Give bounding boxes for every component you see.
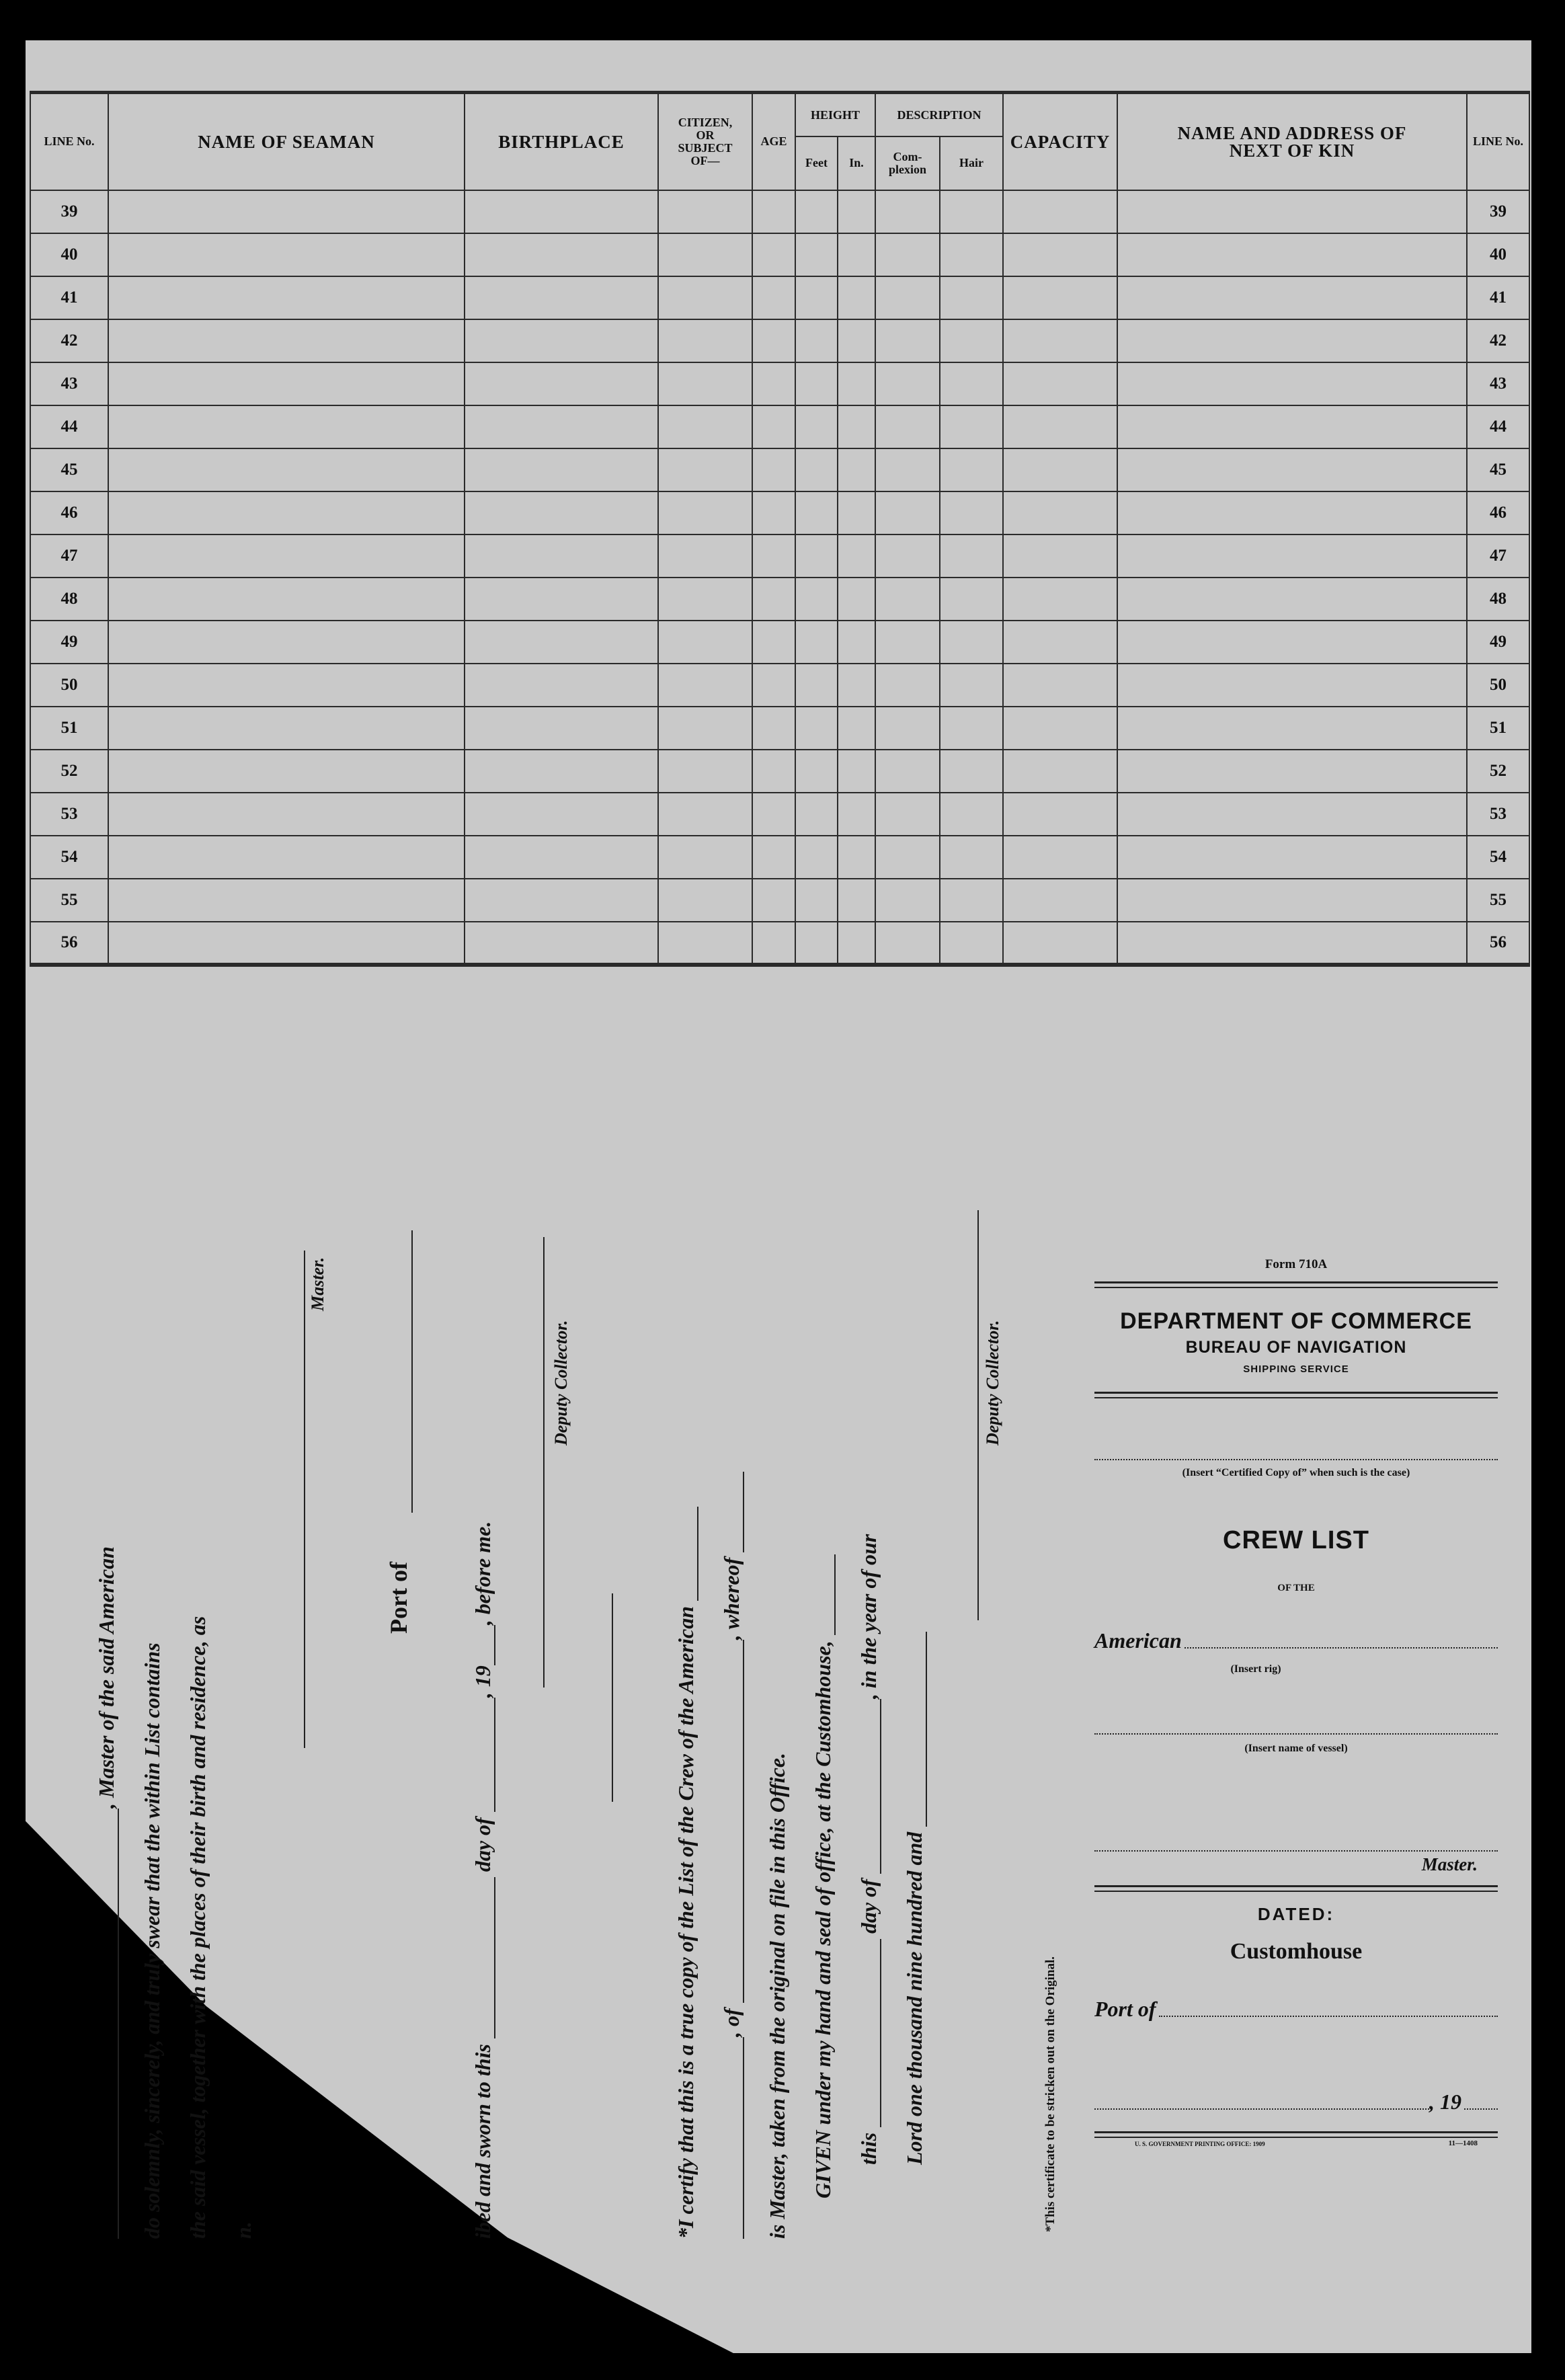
line-number-right: 42 <box>1467 319 1529 362</box>
master-name-blank <box>118 1809 119 2239</box>
table-cell <box>658 879 752 922</box>
table-cell <box>838 491 875 534</box>
table-cell <box>1117 534 1467 578</box>
table-cell <box>658 405 752 448</box>
table-cell <box>940 836 1003 879</box>
table-cell <box>658 664 752 707</box>
certify-line-6: Lord one thousand nine hundred and <box>902 1632 927 2165</box>
bottom-double-rule <box>1094 2131 1498 2138</box>
customhouse-label: Customhouse <box>1230 1939 1363 1964</box>
header-inches: In. <box>838 136 875 190</box>
oath-line-1: , Master of the said American <box>94 1546 119 2239</box>
separator-rule <box>612 1593 613 1802</box>
certified-copy-blank <box>1094 1459 1498 1460</box>
table-cell <box>1117 922 1467 965</box>
table-cell <box>108 233 465 276</box>
table-cell <box>795 879 838 922</box>
table-cell <box>1117 664 1467 707</box>
table-cell <box>465 233 658 276</box>
table-cell <box>752 233 795 276</box>
table-cell <box>940 190 1003 233</box>
table-cell <box>940 233 1003 276</box>
crew-list-table <box>30 91 1530 967</box>
oath-line-4: n. <box>231 2221 255 2239</box>
table-cell <box>875 922 940 965</box>
certify-line-2: , of , whereof <box>719 1472 744 2239</box>
header-age: AGE <box>752 93 795 190</box>
table-cell <box>838 922 875 965</box>
of-the-label: OF THE <box>1277 1583 1315 1593</box>
table-cell <box>465 793 658 836</box>
table-cell <box>752 405 795 448</box>
table-cell <box>658 578 752 621</box>
table-row <box>30 190 1529 233</box>
table-cell <box>1117 621 1467 664</box>
table-cell <box>1003 793 1117 836</box>
table-row <box>30 664 1529 707</box>
table-cell <box>838 578 875 621</box>
table-cell <box>940 578 1003 621</box>
line-number-left: 48 <box>30 578 108 621</box>
table-cell <box>940 793 1003 836</box>
header-line-no-right: LINE No. <box>1467 93 1529 190</box>
table-cell <box>465 448 658 491</box>
table-cell <box>875 534 940 578</box>
line-number-left: 40 <box>30 233 108 276</box>
table-cell <box>465 362 658 405</box>
table-row <box>30 836 1529 879</box>
table-cell <box>838 836 875 879</box>
table-cell <box>1003 922 1117 965</box>
certify-line-3: is Master, taken from the original on file in this Office. <box>765 1752 789 2239</box>
table-cell <box>1003 664 1117 707</box>
crew-rows <box>30 190 1529 965</box>
table-cell <box>1003 621 1117 664</box>
table-cell <box>875 190 940 233</box>
table-cell <box>108 319 465 362</box>
table-cell <box>795 578 838 621</box>
table-cell <box>795 793 838 836</box>
date-field: , 19 <box>1094 2090 1498 2114</box>
table-cell <box>752 276 795 319</box>
table-cell <box>752 664 795 707</box>
line-number-right: 47 <box>1467 534 1529 578</box>
certificate-footnote: *This certificate to be stricken out on the Original. <box>1043 1956 1057 2232</box>
oath-line-3: the said vessel, together with the places of their birth and residence, as <box>186 1616 210 2239</box>
line-number-left: 49 <box>30 621 108 664</box>
table-cell <box>108 534 465 578</box>
table-cell <box>465 190 658 233</box>
line-number-left: 44 <box>30 405 108 448</box>
header-complexion: Com- plexion <box>875 136 940 190</box>
table-row <box>30 750 1529 793</box>
table-cell <box>108 448 465 491</box>
table-cell <box>465 534 658 578</box>
line-number-right: 39 <box>1467 190 1529 233</box>
table-cell <box>838 319 875 362</box>
table-row <box>30 319 1529 362</box>
table-cell <box>752 362 795 405</box>
table-cell <box>658 922 752 965</box>
subscribed-line: ibed and sworn to this day of , 19, before me. <box>471 1521 495 2239</box>
table-cell <box>795 405 838 448</box>
table-cell <box>795 491 838 534</box>
header-feet: Feet <box>795 136 838 190</box>
table-cell <box>752 448 795 491</box>
line-number-right: 40 <box>1467 233 1529 276</box>
american-rig-field: American <box>1094 1628 1498 1653</box>
table-cell <box>465 836 658 879</box>
master-caption: Master. <box>1421 1854 1478 1874</box>
certify-line-1: *I certify that this is a true copy of the List of the Crew of the American <box>674 1507 698 2239</box>
table-cell <box>795 750 838 793</box>
table-row <box>30 793 1529 836</box>
table-cell <box>875 362 940 405</box>
bureau-title: BUREAU OF NAVIGATION <box>1185 1338 1407 1357</box>
table-cell <box>1003 491 1117 534</box>
table-cell <box>658 750 752 793</box>
port-of-field: Port of <box>1094 1997 1498 2022</box>
table-cell <box>940 319 1003 362</box>
line-number-left: 56 <box>30 922 108 965</box>
line-number-right: 55 <box>1467 879 1529 922</box>
printing-office: U. S. GOVERNMENT PRINTING OFFICE: 1909 <box>1135 2141 1265 2147</box>
table-cell <box>795 233 838 276</box>
table-row <box>30 362 1529 405</box>
port-of-label: Port of <box>385 1562 412 1634</box>
table-cell <box>108 922 465 965</box>
table-cell <box>1003 190 1117 233</box>
line-number-right: 54 <box>1467 836 1529 879</box>
line-number-left: 39 <box>30 190 108 233</box>
form-code: 11—1408 <box>1448 2139 1478 2147</box>
vessel-name-hint: (Insert name of vessel) <box>1244 1743 1348 1754</box>
table-cell <box>838 448 875 491</box>
table-row <box>30 233 1529 276</box>
table-cell <box>875 621 940 664</box>
table-cell <box>108 578 465 621</box>
table-cell <box>108 491 465 534</box>
table-row <box>30 879 1529 922</box>
line-number-right: 49 <box>1467 621 1529 664</box>
line-number-left: 41 <box>30 276 108 319</box>
lower-double-rule <box>1094 1885 1498 1892</box>
oath-certificate-block <box>94 1210 1057 2239</box>
line-number-right: 51 <box>1467 707 1529 750</box>
table-cell <box>940 707 1003 750</box>
line-number-right: 44 <box>1467 405 1529 448</box>
table-row <box>30 491 1529 534</box>
table-cell <box>752 750 795 793</box>
table-cell <box>1117 793 1467 836</box>
table-cell <box>1117 233 1467 276</box>
table-cell <box>875 750 940 793</box>
certify-line-4: GIVEN under my hand and seal of office, at the Customhouse, <box>811 1554 836 2198</box>
table-cell <box>1117 405 1467 448</box>
table-cell <box>875 276 940 319</box>
table-cell <box>838 362 875 405</box>
table-cell <box>795 621 838 664</box>
table-cell <box>875 491 940 534</box>
header-line-no-left: LINE No. <box>30 93 108 190</box>
table-cell <box>940 491 1003 534</box>
table-cell <box>658 836 752 879</box>
table-cell <box>838 793 875 836</box>
table-cell <box>1003 405 1117 448</box>
line-number-right: 41 <box>1467 276 1529 319</box>
table-cell <box>838 621 875 664</box>
table-cell <box>838 233 875 276</box>
line-number-left: 45 <box>30 448 108 491</box>
table-cell <box>108 664 465 707</box>
crew-list-title: CREW LIST <box>1223 1526 1369 1554</box>
table-cell <box>108 362 465 405</box>
table-cell <box>465 879 658 922</box>
table-cell <box>1003 578 1117 621</box>
table-cell <box>940 405 1003 448</box>
table-cell <box>1117 491 1467 534</box>
table-cell <box>1117 319 1467 362</box>
table-cell <box>1003 233 1117 276</box>
header-birthplace: BIRTHPLACE <box>465 93 658 190</box>
line-number-left: 54 <box>30 836 108 879</box>
table-cell <box>108 793 465 836</box>
line-number-right: 43 <box>1467 362 1529 405</box>
header-row <box>30 93 1529 137</box>
table-cell <box>108 836 465 879</box>
table-cell <box>795 319 838 362</box>
deputy-collector-signature-line <box>543 1237 545 1688</box>
line-number-right: 53 <box>1467 793 1529 836</box>
table-cell <box>940 879 1003 922</box>
table-cell <box>838 664 875 707</box>
table-cell <box>465 664 658 707</box>
line-number-left: 53 <box>30 793 108 836</box>
header-hair: Hair <box>940 136 1003 190</box>
header-citizen: CITIZEN, OR SUBJECT OF— <box>658 93 752 190</box>
table-cell <box>752 534 795 578</box>
table-cell <box>752 793 795 836</box>
table-cell <box>658 491 752 534</box>
shipping-service: SHIPPING SERVICE <box>1243 1363 1349 1375</box>
table-cell <box>838 707 875 750</box>
table-cell <box>940 362 1003 405</box>
table-cell <box>1117 836 1467 879</box>
table-cell <box>875 233 940 276</box>
deputy-collector-signature-line-2 <box>977 1210 979 1620</box>
table-row <box>30 707 1529 750</box>
header-next-of-kin: NAME AND ADDRESS OF NEXT OF KIN <box>1117 93 1467 190</box>
table-cell <box>465 621 658 664</box>
master-label: Master. <box>308 1257 327 1311</box>
header-description: DESCRIPTION <box>875 93 1003 137</box>
line-number-left: 47 <box>30 534 108 578</box>
table-cell <box>658 448 752 491</box>
deputy-collector-label-2: Deputy Collector. <box>983 1320 1002 1445</box>
line-number-left: 51 <box>30 707 108 750</box>
table-cell <box>940 621 1003 664</box>
table-cell <box>1003 276 1117 319</box>
table-cell <box>658 534 752 578</box>
table-cell <box>108 879 465 922</box>
vessel-name-blank <box>1094 1733 1498 1735</box>
table-cell <box>108 750 465 793</box>
master-name-blank-2 <box>1094 1850 1498 1852</box>
table-cell <box>940 922 1003 965</box>
table-cell <box>1117 879 1467 922</box>
table-cell <box>795 534 838 578</box>
table-cell <box>658 621 752 664</box>
table-cell <box>940 276 1003 319</box>
line-number-left: 46 <box>30 491 108 534</box>
table-cell <box>795 190 838 233</box>
table-cell <box>838 750 875 793</box>
table-cell <box>108 276 465 319</box>
department-title: DEPARTMENT OF COMMERCE <box>1120 1308 1472 1334</box>
table-cell <box>465 491 658 534</box>
table-cell <box>838 276 875 319</box>
line-number-left: 52 <box>30 750 108 793</box>
table-cell <box>940 664 1003 707</box>
table-cell <box>108 405 465 448</box>
table-cell <box>795 707 838 750</box>
table-cell <box>465 319 658 362</box>
table-cell <box>108 190 465 233</box>
table-cell <box>875 448 940 491</box>
table-row <box>30 276 1529 319</box>
insert-rig-hint: (Insert rig) <box>1230 1663 1281 1675</box>
table-cell <box>108 707 465 750</box>
table-cell <box>795 276 838 319</box>
table-cell <box>875 319 940 362</box>
table-cell <box>875 664 940 707</box>
table-row <box>30 578 1529 621</box>
table-row <box>30 922 1529 965</box>
table-cell <box>1003 750 1117 793</box>
table-cell <box>1003 836 1117 879</box>
table-cell <box>1117 707 1467 750</box>
table-cell <box>838 405 875 448</box>
table-cell <box>1003 707 1117 750</box>
table-cell <box>752 190 795 233</box>
table-cell <box>1117 578 1467 621</box>
deputy-collector-label-1: Deputy Collector. <box>551 1320 571 1445</box>
line-number-right: 48 <box>1467 578 1529 621</box>
line-number-right: 56 <box>1467 922 1529 965</box>
table-cell <box>1117 750 1467 793</box>
line-number-right: 45 <box>1467 448 1529 491</box>
table-cell <box>752 319 795 362</box>
table-cell <box>1117 276 1467 319</box>
table-row <box>30 448 1529 491</box>
line-number-left: 42 <box>30 319 108 362</box>
table-cell <box>465 405 658 448</box>
header-name-of-seaman: NAME OF SEAMAN <box>108 93 465 190</box>
table-cell <box>752 707 795 750</box>
table-cell <box>658 707 752 750</box>
line-number-left: 55 <box>30 879 108 922</box>
table-cell <box>658 362 752 405</box>
table-cell <box>752 879 795 922</box>
table-cell <box>875 879 940 922</box>
table-cell <box>940 534 1003 578</box>
table-cell <box>752 621 795 664</box>
table-cell <box>1117 448 1467 491</box>
table-row <box>30 534 1529 578</box>
table-cell <box>1003 362 1117 405</box>
table-cell <box>1003 879 1117 922</box>
table-cell <box>752 922 795 965</box>
dated-label: DATED: <box>1257 1904 1335 1924</box>
table-cell <box>875 836 940 879</box>
table-cell <box>875 793 940 836</box>
table-cell <box>108 621 465 664</box>
table-cell <box>658 233 752 276</box>
certified-copy-hint: (Insert “Certified Copy of” when such is the case) <box>1182 1467 1410 1478</box>
table-row <box>30 621 1529 664</box>
line-number-left: 43 <box>30 362 108 405</box>
table-cell <box>875 405 940 448</box>
table-cell <box>838 534 875 578</box>
mid-double-rule <box>1094 1392 1498 1398</box>
table-cell <box>1117 362 1467 405</box>
table-cell <box>658 190 752 233</box>
table-cell <box>1003 534 1117 578</box>
master-signature-line <box>304 1251 305 1748</box>
table-cell <box>940 750 1003 793</box>
table-cell <box>795 362 838 405</box>
port-blank <box>411 1230 413 1513</box>
line-number-left: 50 <box>30 664 108 707</box>
table-cell <box>465 750 658 793</box>
oath-line-2: do solemnly, sincerely, and truly swear that the within List contains <box>140 1642 164 2239</box>
table-cell <box>658 793 752 836</box>
form-number: Form 710A <box>1265 1257 1328 1271</box>
table-cell <box>658 276 752 319</box>
table-cell <box>752 578 795 621</box>
table-cell <box>795 836 838 879</box>
table-cell <box>838 190 875 233</box>
line-number-right: 52 <box>1467 750 1529 793</box>
table-cell <box>940 448 1003 491</box>
header-capacity: CAPACITY <box>1003 93 1117 190</box>
line-number-right: 46 <box>1467 491 1529 534</box>
certify-line-5: this day of , in the year of our <box>856 1534 881 2165</box>
table-cell <box>1117 190 1467 233</box>
table-cell <box>875 707 940 750</box>
table-cell <box>1003 448 1117 491</box>
crew-list-back-panel <box>1094 1257 1498 2158</box>
table-row <box>30 405 1529 448</box>
table-cell <box>465 707 658 750</box>
table-cell <box>465 578 658 621</box>
table-cell <box>1003 319 1117 362</box>
table-cell <box>658 319 752 362</box>
table-cell <box>838 879 875 922</box>
table-cell <box>752 491 795 534</box>
table-cell <box>795 664 838 707</box>
table-cell <box>465 922 658 965</box>
table-cell <box>752 836 795 879</box>
table-cell <box>795 448 838 491</box>
table-cell <box>795 922 838 965</box>
line-number-right: 50 <box>1467 664 1529 707</box>
header-height: HEIGHT <box>795 93 875 137</box>
table-cell <box>875 578 940 621</box>
table-cell <box>465 276 658 319</box>
top-double-rule <box>1094 1281 1498 1288</box>
